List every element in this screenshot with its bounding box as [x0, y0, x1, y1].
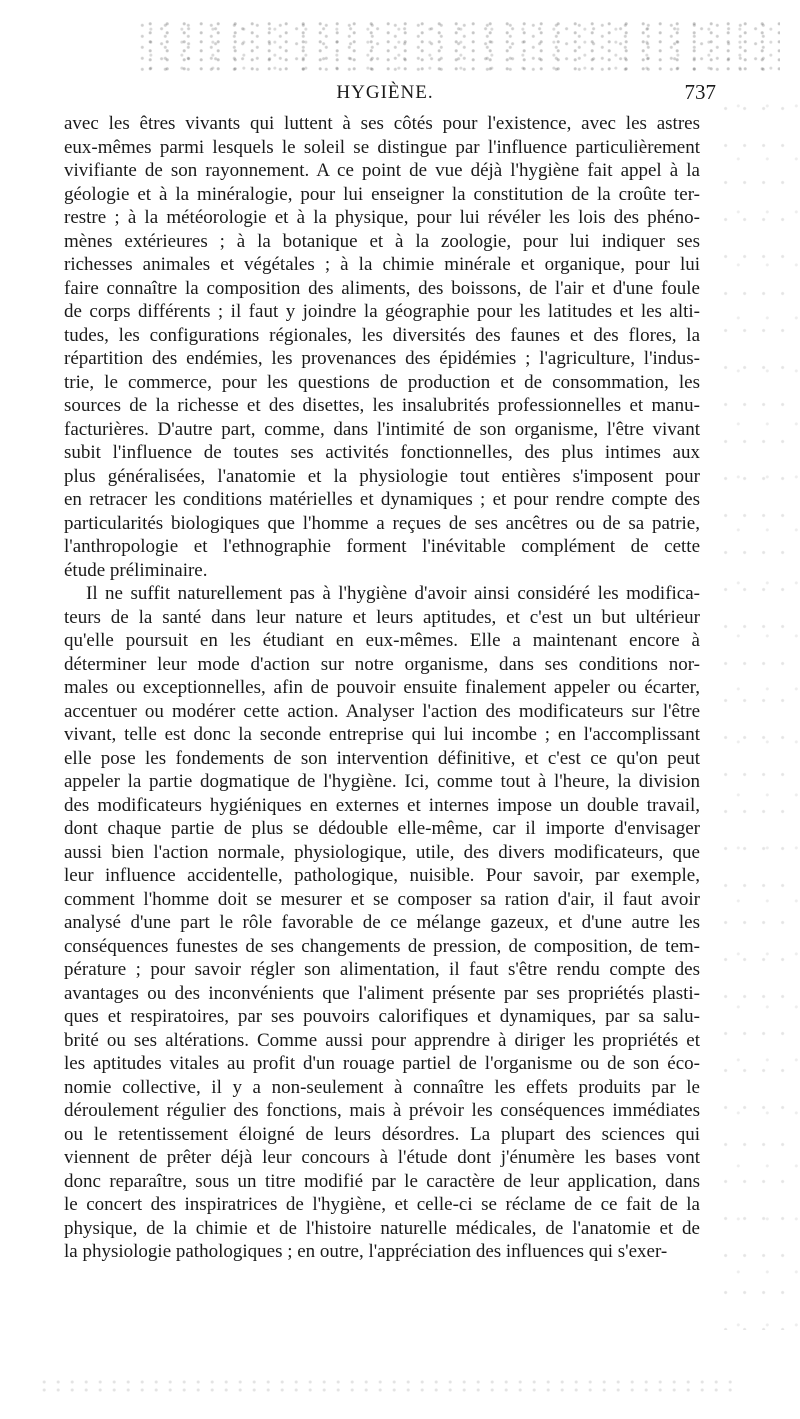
- text-line: aussi bien l'action normale, physiologique, utile, des divers modificateurs, que: [64, 841, 700, 863]
- text-line: teurs de la santé dans leur nature et leurs aptitudes, et c'est un but ultérieur: [64, 606, 700, 628]
- text-line: males ou exceptionnelles, afin de pouvoir ensuite finalement appeler ou écarter,: [64, 677, 700, 698]
- page-header: [60, 80, 716, 110]
- text-line: répartition des endémies, les provenances des épidémies ; l'agriculture, l'indus-: [64, 348, 700, 369]
- text-line: vivifiante de son rayonnement. A ce point de vue déjà l'hygiène fait appel à la: [64, 160, 700, 181]
- text-line: leur influence accidentelle, pathologique, nuisible. Pour savoir, par exemple,: [64, 865, 700, 886]
- text-line: subit l'influence de toutes ses activités fonctionnelles, des plus intimes aux: [64, 442, 700, 463]
- text-line: brité ou ses altérations. Comme aussi pour apprendre à diriger les propriétés et: [64, 1029, 700, 1051]
- text-line: physique, de la chimie et de l'histoire naturelle médicales, de l'anatomie et de: [64, 1217, 700, 1239]
- text-line: analysé d'une part le rôle favorable de ce mélange gazeux, et d'une autre les: [64, 912, 700, 933]
- text-line: pérature ; pour savoir régler son alimentation, il faut s'être rendu compte des: [64, 959, 700, 980]
- text-line: qu'elle poursuit en les étudiant en eux-mêmes. Elle a maintenant encore à: [64, 630, 700, 651]
- text-line: Il ne suffit naturellement pas à l'hygiène d'avoir ainsi considéré les modifica-: [86, 583, 700, 604]
- text-line: géologie et à la minéralogie, pour lui enseigner la constitution de la croûte ter-: [64, 183, 700, 205]
- text-line: plus généralisées, l'anatomie et la physiologie tout entières s'imposent pour: [64, 465, 700, 487]
- text-line: facturières. D'autre part, comme, dans l'intimité de son organisme, l'être vivant: [64, 418, 700, 440]
- text-line: ques et respiratoires, par ses pouvoirs calorifiques et dynamiques, par sa salu-: [64, 1006, 700, 1027]
- text-line: étude préliminaire.: [64, 559, 208, 581]
- text-line: sources de la richesse et des disettes, les insalubrités professionnelles et manu-: [64, 395, 700, 416]
- text-line: donc reparaître, sous un titre modifié par le caractère de leur application, dans: [64, 1170, 700, 1192]
- text-line: l'anthropologie et l'ethnographie forment l'inévitable complément de cette: [64, 536, 700, 557]
- scan-noise-bottom: [40, 1378, 740, 1394]
- text-line: richesses animales et végétales ; à la chimie minérale et organique, pour lui: [64, 254, 700, 275]
- text-line: restre ; à la météorologie et à la physique, pour lui révéler les lois des phéno-: [64, 207, 700, 228]
- text-line: dont chaque partie de plus se dédouble elle-même, car il importe d'envisager: [64, 818, 700, 839]
- text-line: la physiologie pathologiques ; en outre, l'appréciation des influences qui s'exer-: [64, 1241, 668, 1262]
- text-line: le concert des inspiratrices de l'hygiène, et celle-ci se réclame de ce fait de la: [64, 1194, 700, 1215]
- scan-noise-top: [140, 22, 780, 72]
- text-line: ou le retentissement éloigné de leurs désordres. La plupart des sciences qui: [64, 1123, 700, 1145]
- text-line: déterminer leur mode d'action sur notre organisme, dans ses conditions nor-: [64, 653, 700, 675]
- text-line: vivant, telle est donc la seconde entreprise qui lui incombe ; en l'accomplissant: [64, 724, 700, 745]
- text-line: particularités biologiques que l'homme a reçues de ses ancêtres ou de sa patrie,: [64, 512, 700, 534]
- text-line: elle pose les fondements de son intervention définitive, et c'est ce qu'on peut: [64, 747, 700, 769]
- text-line: eux-mêmes parmi lesquels le soleil se distingue par l'influence particulièrement: [64, 136, 700, 158]
- text-line: tudes, les configurations régionales, les diversités des faunes et des flores, la: [64, 324, 700, 346]
- text-line: accentuer ou modérer cette action. Analyser l'action des modificateurs sur l'être: [64, 700, 700, 722]
- scan-noise-right: [718, 90, 798, 1330]
- text-line: avec les êtres vivants qui luttent à ses côtés pour l'existence, avec les astres: [64, 113, 700, 134]
- text-line: les aptitudes vitales au profit d'un rouage partiel de l'organisme ou de son éco-: [64, 1053, 700, 1074]
- text-line: faire connaître la composition des aliments, des boissons, de l'air et d'une foule: [64, 277, 700, 299]
- text-line: des modificateurs hygiéniques en externes et internes impose un double travail,: [64, 794, 700, 816]
- text-line: de corps différents ; il faut y joindre la géographie pour les latitudes et les alti-: [64, 301, 700, 322]
- page-number: 737: [684, 80, 716, 104]
- text-line: déroulement régulier des fonctions, mais à prévoir les conséquences immédiates: [64, 1100, 700, 1121]
- running-title: HYGIÈNE.: [336, 82, 434, 103]
- text-line: mènes extérieures ; à la botanique et à la zoologie, pour lui indiquer ses: [64, 230, 700, 252]
- body-text: [64, 112, 700, 1264]
- text-line: trie, le commerce, pour les questions de production et de consommation, les: [64, 371, 700, 393]
- text-line: avantages ou des inconvénients que l'aliment présente par ses propriétés plasti-: [64, 982, 700, 1004]
- text-line: appeler la partie dogmatique de l'hygiène. Ici, comme tout à l'heure, la division: [64, 771, 700, 792]
- text-line: comment l'homme doit se mesurer et se composer sa ration d'air, il faut avoir: [64, 888, 700, 910]
- text-line: en retracer les conditions matérielles et dynamiques ; et pour rendre compte des: [64, 489, 700, 510]
- text-line: nomie collective, il y a non-seulement à connaître les effets produits par le: [64, 1076, 700, 1098]
- text-line: viennent de prêter déjà leur concours à l'étude dont j'énumère les bases vont: [64, 1147, 700, 1168]
- text-line: conséquences funestes de ses changements de pression, de composition, de tem-: [64, 935, 700, 957]
